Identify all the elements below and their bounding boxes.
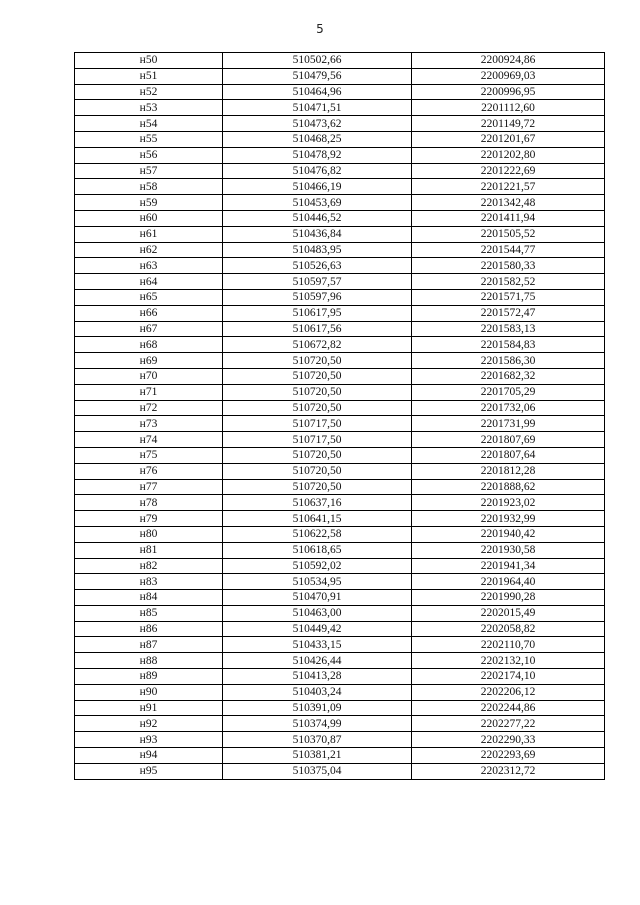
point-id-cell: н74 [75, 432, 223, 448]
y-coordinate-cell: 2202244,86 [412, 700, 605, 716]
table-row [75, 100, 605, 116]
y-coordinate-cell: 2202206,12 [412, 684, 605, 700]
x-coordinate-cell: 510637,16 [223, 495, 412, 511]
y-coordinate-cell: 2200996,95 [412, 84, 605, 100]
table-row [75, 684, 605, 700]
table-row [75, 542, 605, 558]
y-coordinate-cell: 2201586,30 [412, 353, 605, 369]
table-row [75, 495, 605, 511]
x-coordinate-cell: 510526,63 [223, 258, 412, 274]
point-id-cell: н61 [75, 226, 223, 242]
y-coordinate-cell: 2201923,02 [412, 495, 605, 511]
point-id-cell: н62 [75, 242, 223, 258]
x-coordinate-cell: 510479,56 [223, 68, 412, 84]
y-coordinate-cell: 2202277,22 [412, 716, 605, 732]
x-coordinate-cell: 510617,56 [223, 321, 412, 337]
point-id-cell: н88 [75, 653, 223, 669]
point-id-cell: н56 [75, 147, 223, 163]
point-id-cell: н69 [75, 353, 223, 369]
table-row [75, 210, 605, 226]
y-coordinate-cell: 2201411,94 [412, 210, 605, 226]
x-coordinate-cell: 510470,91 [223, 590, 412, 606]
x-coordinate-cell: 510502,66 [223, 53, 412, 69]
y-coordinate-cell: 2201940,42 [412, 526, 605, 542]
y-coordinate-cell: 2202132,10 [412, 653, 605, 669]
x-coordinate-cell: 510446,52 [223, 210, 412, 226]
point-id-cell: н54 [75, 116, 223, 132]
y-coordinate-cell: 2202015,49 [412, 605, 605, 621]
x-coordinate-cell: 510592,02 [223, 558, 412, 574]
table-row [75, 400, 605, 416]
table-row [75, 147, 605, 163]
point-id-cell: н70 [75, 368, 223, 384]
point-id-cell: н80 [75, 526, 223, 542]
x-coordinate-cell: 510717,50 [223, 432, 412, 448]
y-coordinate-cell: 2201202,80 [412, 147, 605, 163]
table-row [75, 179, 605, 195]
point-id-cell: н63 [75, 258, 223, 274]
x-coordinate-cell: 510618,65 [223, 542, 412, 558]
x-coordinate-cell: 510471,51 [223, 100, 412, 116]
y-coordinate-cell: 2201505,52 [412, 226, 605, 242]
x-coordinate-cell: 510720,50 [223, 384, 412, 400]
table-row [75, 84, 605, 100]
y-coordinate-cell: 2201582,52 [412, 274, 605, 290]
y-coordinate-cell: 2201222,69 [412, 163, 605, 179]
table-row [75, 605, 605, 621]
point-id-cell: н65 [75, 289, 223, 305]
y-coordinate-cell: 2201705,29 [412, 384, 605, 400]
y-coordinate-cell: 2201583,13 [412, 321, 605, 337]
point-id-cell: н76 [75, 463, 223, 479]
x-coordinate-cell: 510436,84 [223, 226, 412, 242]
x-coordinate-cell: 510449,42 [223, 621, 412, 637]
point-id-cell: н82 [75, 558, 223, 574]
point-id-cell: н72 [75, 400, 223, 416]
table-row [75, 368, 605, 384]
table-row [75, 732, 605, 748]
x-coordinate-cell: 510453,69 [223, 195, 412, 211]
y-coordinate-cell: 2202290,33 [412, 732, 605, 748]
point-id-cell: н60 [75, 210, 223, 226]
x-coordinate-cell: 510468,25 [223, 131, 412, 147]
y-coordinate-cell: 2201812,28 [412, 463, 605, 479]
y-coordinate-cell: 2202312,72 [412, 763, 605, 779]
x-coordinate-cell: 510403,24 [223, 684, 412, 700]
table-row [75, 195, 605, 211]
table-row [75, 748, 605, 764]
y-coordinate-cell: 2201941,34 [412, 558, 605, 574]
y-coordinate-cell: 2201682,32 [412, 368, 605, 384]
table-row [75, 353, 605, 369]
table-row [75, 258, 605, 274]
y-coordinate-cell: 2201584,83 [412, 337, 605, 353]
point-id-cell: н75 [75, 447, 223, 463]
y-coordinate-cell: 2201888,62 [412, 479, 605, 495]
x-coordinate-cell: 510483,95 [223, 242, 412, 258]
x-coordinate-cell: 510597,96 [223, 289, 412, 305]
y-coordinate-cell: 2200924,86 [412, 53, 605, 69]
y-coordinate-cell: 2201342,48 [412, 195, 605, 211]
x-coordinate-cell: 510374,99 [223, 716, 412, 732]
point-id-cell: н66 [75, 305, 223, 321]
table-row [75, 68, 605, 84]
point-id-cell: н91 [75, 700, 223, 716]
y-coordinate-cell: 2200969,03 [412, 68, 605, 84]
table-row [75, 337, 605, 353]
x-coordinate-cell: 510597,57 [223, 274, 412, 290]
y-coordinate-cell: 2201731,99 [412, 416, 605, 432]
point-id-cell: н83 [75, 574, 223, 590]
table-row [75, 574, 605, 590]
y-coordinate-cell: 2202058,82 [412, 621, 605, 637]
x-coordinate-cell: 510476,82 [223, 163, 412, 179]
table-row [75, 590, 605, 606]
point-id-cell: н73 [75, 416, 223, 432]
point-id-cell: н81 [75, 542, 223, 558]
point-id-cell: н92 [75, 716, 223, 732]
table-row [75, 511, 605, 527]
point-id-cell: н79 [75, 511, 223, 527]
point-id-cell: н67 [75, 321, 223, 337]
x-coordinate-cell: 510375,04 [223, 763, 412, 779]
y-coordinate-cell: 2201149,72 [412, 116, 605, 132]
x-coordinate-cell: 510672,82 [223, 337, 412, 353]
point-id-cell: н50 [75, 53, 223, 69]
table-row [75, 274, 605, 290]
x-coordinate-cell: 510370,87 [223, 732, 412, 748]
point-id-cell: н59 [75, 195, 223, 211]
table-row [75, 53, 605, 69]
table-row [75, 763, 605, 779]
y-coordinate-cell: 2202293,69 [412, 748, 605, 764]
y-coordinate-cell: 2201544,77 [412, 242, 605, 258]
point-id-cell: н52 [75, 84, 223, 100]
table-row [75, 289, 605, 305]
point-id-cell: н93 [75, 732, 223, 748]
x-coordinate-cell: 510720,50 [223, 368, 412, 384]
x-coordinate-cell: 510641,15 [223, 511, 412, 527]
point-id-cell: н53 [75, 100, 223, 116]
y-coordinate-cell: 2201990,28 [412, 590, 605, 606]
y-coordinate-cell: 2202110,70 [412, 637, 605, 653]
x-coordinate-cell: 510381,21 [223, 748, 412, 764]
point-id-cell: н71 [75, 384, 223, 400]
x-coordinate-cell: 510617,95 [223, 305, 412, 321]
point-id-cell: н89 [75, 669, 223, 685]
x-coordinate-cell: 510466,19 [223, 179, 412, 195]
x-coordinate-cell: 510413,28 [223, 669, 412, 685]
y-coordinate-cell: 2201572,47 [412, 305, 605, 321]
x-coordinate-cell: 510433,15 [223, 637, 412, 653]
x-coordinate-cell: 510391,09 [223, 700, 412, 716]
coordinates-table-body [75, 53, 605, 780]
point-id-cell: н87 [75, 637, 223, 653]
x-coordinate-cell: 510720,50 [223, 463, 412, 479]
y-coordinate-cell: 2201571,75 [412, 289, 605, 305]
point-id-cell: н51 [75, 68, 223, 84]
table-row [75, 558, 605, 574]
point-id-cell: н90 [75, 684, 223, 700]
coordinates-table [74, 52, 605, 780]
table-row [75, 463, 605, 479]
table-row [75, 526, 605, 542]
x-coordinate-cell: 510464,96 [223, 84, 412, 100]
table-row [75, 305, 605, 321]
y-coordinate-cell: 2201964,40 [412, 574, 605, 590]
y-coordinate-cell: 2201580,33 [412, 258, 605, 274]
x-coordinate-cell: 510478,92 [223, 147, 412, 163]
point-id-cell: н68 [75, 337, 223, 353]
point-id-cell: н78 [75, 495, 223, 511]
y-coordinate-cell: 2201201,67 [412, 131, 605, 147]
point-id-cell: н84 [75, 590, 223, 606]
x-coordinate-cell: 510720,50 [223, 400, 412, 416]
table-row [75, 116, 605, 132]
point-id-cell: н77 [75, 479, 223, 495]
x-coordinate-cell: 510720,50 [223, 353, 412, 369]
y-coordinate-cell: 2201732,06 [412, 400, 605, 416]
table-row [75, 716, 605, 732]
table-row [75, 416, 605, 432]
x-coordinate-cell: 510720,50 [223, 447, 412, 463]
y-coordinate-cell: 2201807,64 [412, 447, 605, 463]
x-coordinate-cell: 510534,95 [223, 574, 412, 590]
point-id-cell: н94 [75, 748, 223, 764]
table-row [75, 321, 605, 337]
x-coordinate-cell: 510720,50 [223, 479, 412, 495]
y-coordinate-cell: 2201932,99 [412, 511, 605, 527]
y-coordinate-cell: 2201807,69 [412, 432, 605, 448]
table-row [75, 479, 605, 495]
y-coordinate-cell: 2201221,57 [412, 179, 605, 195]
table-row [75, 637, 605, 653]
point-id-cell: н55 [75, 131, 223, 147]
table-row [75, 384, 605, 400]
point-id-cell: н85 [75, 605, 223, 621]
table-row [75, 242, 605, 258]
point-id-cell: н95 [75, 763, 223, 779]
table-row [75, 131, 605, 147]
table-row [75, 226, 605, 242]
table-row [75, 669, 605, 685]
page-number: 5 [316, 22, 324, 36]
point-id-cell: н58 [75, 179, 223, 195]
x-coordinate-cell: 510473,62 [223, 116, 412, 132]
x-coordinate-cell: 510426,44 [223, 653, 412, 669]
x-coordinate-cell: 510622,58 [223, 526, 412, 542]
point-id-cell: н64 [75, 274, 223, 290]
y-coordinate-cell: 2201112,60 [412, 100, 605, 116]
table-row [75, 163, 605, 179]
table-row [75, 621, 605, 637]
x-coordinate-cell: 510463,00 [223, 605, 412, 621]
table-row [75, 653, 605, 669]
table-row [75, 432, 605, 448]
point-id-cell: н57 [75, 163, 223, 179]
y-coordinate-cell: 2202174,10 [412, 669, 605, 685]
table-row [75, 447, 605, 463]
table-row [75, 700, 605, 716]
x-coordinate-cell: 510717,50 [223, 416, 412, 432]
point-id-cell: н86 [75, 621, 223, 637]
y-coordinate-cell: 2201930,58 [412, 542, 605, 558]
